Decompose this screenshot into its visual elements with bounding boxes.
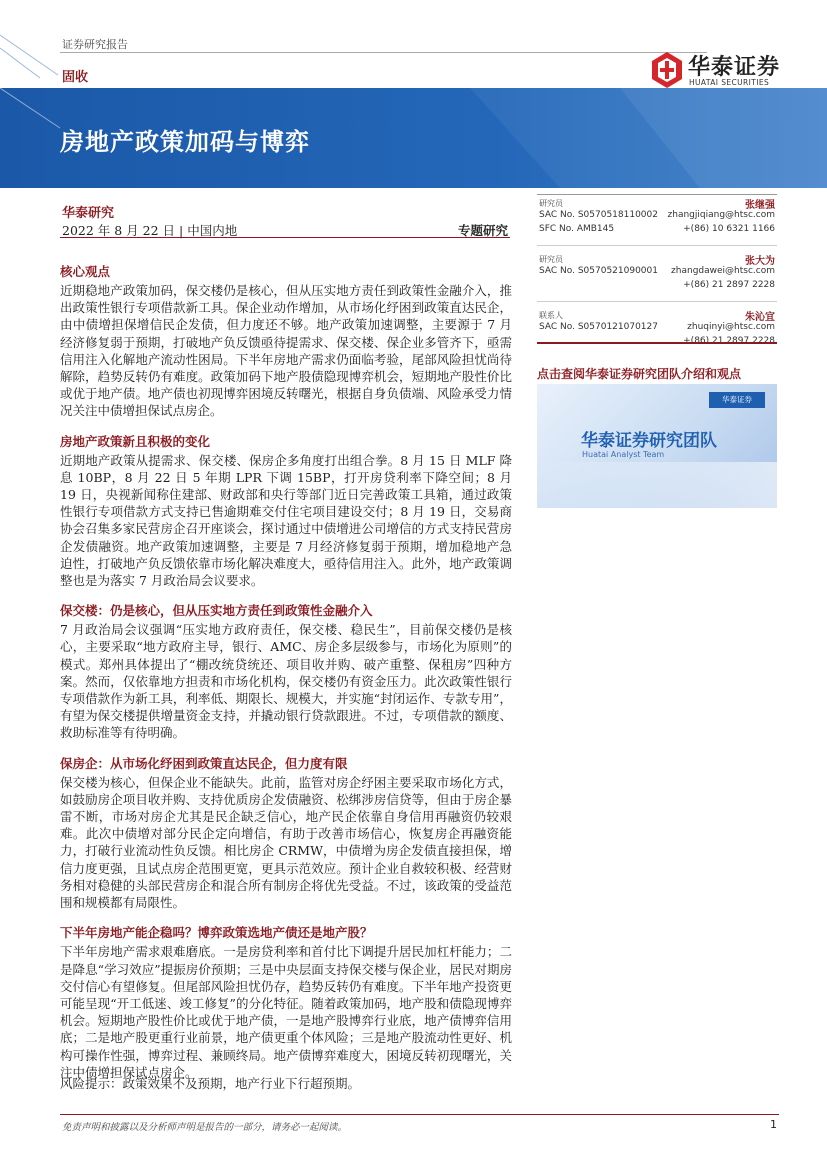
analyst-role: 联系人 (539, 311, 563, 320)
analyst-divider (537, 245, 777, 246)
section-body: 保交楼为核心，但保企业不能缺失。此前，监管对房企纾困主要采取市场化方式，如鼓励房企项目收并购、支持优质房企发债融资、松绑涉房信贷等，但由于房企暴雷不断，市场对房企尤其是民企缺乏信心，地产民企依靠自身信用再融资仍较艰难。此次中债增对部分民企定向增信，有助于改善市场信心，恢复房企再融资能力，打破行业流动性负反馈。相比房企 CRMW，中债增为房企发债直接担保，增信力度更强，且试点房企范围更宽，更具示范效应。预计企业自救较积极、经营财务相对稳健的头部民营房企和混合所有制房企将优先受益。不过，该政策的受益范围和规模都有局限性。 (60, 774, 512, 911)
analyst-email[interactable]: zhuqinyi@htsc.com (687, 322, 775, 332)
analyst-phone: +(86) 10 6321 1166 (683, 224, 775, 234)
section-policy-changes (60, 432, 512, 590)
analyst-card (537, 308, 777, 364)
report-type: 专题研究 (457, 223, 508, 238)
category-label: 固收 (62, 70, 89, 85)
analyst-sac: SAC No. S0570121070127 (539, 322, 658, 332)
team-intro-link[interactable]: 点击查阅华泰证券研究团队介绍和观点 (537, 367, 742, 381)
analyst-email[interactable]: zhangdawei@htsc.com (671, 266, 775, 276)
analyst-card (537, 196, 777, 252)
risk-warning: 风险提示：政策效果不及预期，地产行业下行超预期。 (60, 1076, 361, 1091)
section-core-view (60, 262, 512, 420)
analyst-sfc: SFC No. AMB145 (539, 224, 615, 234)
analyst-name: 张大为 (745, 256, 775, 267)
analysts-top-rule (537, 194, 777, 195)
main-content (60, 262, 512, 1093)
section-body: 近期地产政策从提需求、保交楼、保房企多角度打出组合拳。8 月 15 日 MLF 降息 10BP，8 月 22 日 5 年期 LPR 下调 15BP，打开房贷利率下降空间；8 月 19 日，央视新闻称住建部、财政部和央行等部门近日完善政策工具箱，通过政策性银行专项借款方式支持已售逾期难交付住宅项目建设交付；8 月 19 日，交易商协会召集多家民营房企召开座谈会，探讨通过中债增进公司增信的方式支持民营房企发债融资。地产政策加速调整，主要是 7 月经济修复弱于预期，增加稳地产急迫性，打破地产负反馈依靠市场化解决难度大，亟待信用注入。此外，地产政策调整也是为落实 7 月政治局会议要求。 (60, 452, 512, 589)
logo-text-cn: 华泰证券 (688, 55, 781, 80)
analyst-team-banner[interactable] (537, 384, 777, 508)
section-body: 7 月政治局会议强调“压实地方政府责任，保交楼、稳民生”，目前保交楼仍是核心，主要采取“地方政府主导，银行、AMC、房企多层级参与，市场化为原则”的模式。郑州具体提出了“棚改统贷统还、项目收并购、破产重整、保租房”四种方案。然而，仅依靠地方担责和市场化机构，保交楼仍有资金压力。此次政策性银行专项借款作为新工具，利率低、期限长、规模大，并实施“封闭运作、专款专用”，有望为保交楼提供增量资金支持，并撬动银行贷款跟进。不过，专项借款的额度、救助标准等有待明确。 (60, 622, 512, 741)
disclaimer-note: 免责声明和披露以及分析师声明是报告的一部分，请务必一起阅读。 (62, 1122, 348, 1133)
section-title: 房地产政策新且积极的变化 (60, 433, 211, 449)
section-title: 核心观点 (60, 264, 111, 279)
section-guarantee-delivery (60, 601, 512, 741)
section-outlook (60, 923, 512, 1081)
section-body: 近期稳地产政策加码，保交楼仍是核心，但从压实地方责任到政策性金融介入，推出政策性银行专项借款新工具。保企业动作增加，从市场化纾困到政策直达民企，由中债增担保增信民企发债，但力度还不够。地产政策加速调整，主要源于 7 月经济修复弱于预期，打破地产负反馈亟待提需求、保交楼、保企业多管齐下，亟需信用注入化解地产流动性困局。下半年房地产需求仍面临考验，尾部风险担忧尚待解除，趋势反转仍有难度。政策加码下地产股债隐现博弈机会，短期地产股性价比或优于地产债。地产债也初现博弈困境反转曙光，根据自身负债端、风险承受力情况关注中债增担保试点房企。 (60, 283, 512, 419)
banner-badge: 华泰证券 (709, 392, 765, 408)
analysts-bottom-rule (537, 342, 777, 344)
footer-divider (60, 1114, 779, 1115)
analyst-name: 朱沁宜 (745, 312, 775, 323)
analyst-divider (537, 301, 777, 302)
report-type-label: 证券研究报告 (62, 38, 128, 51)
logo-text-en: HUATAI SECURITIES (689, 78, 770, 87)
analyst-sac: SAC No. S0570518110002 (539, 210, 658, 220)
header-divider (60, 52, 707, 53)
section-body: 下半年房地产需求艰难磨底。一是房贷利率和首付比下调提升居民加杠杆能力；二是降息“学习效应”提振房价预期；三是中央层面支持保交楼与保企业，居民对期房交付信心有望修复。但尾部风险担忧仍存，趋势反转仍有难度。下半年地产投资更可能呈现“开工低迷、竣工修复”的分化特征。随着政策加码，地产股和债隐现博弈机会。短期地产股性价比或优于地产债，一是地产股博弈行业底，地产债博弈信用底；二是地产股更重行业前景，地产债更重个体风险；三是地产股流动性更好、机构可操作性强，博弈过程、兼顾终局。地产债博弈难度大，困境反转初现曙光，关注中债增担保试点房企。 (60, 944, 512, 1080)
banner-stripe (537, 462, 777, 508)
analyst-role: 研究员 (539, 255, 563, 264)
report-source: 华泰研究 (62, 206, 115, 221)
analyst-panel (537, 196, 777, 364)
section-title: 保房企：从市场化纾困到政策直达民企，但力度有限 (60, 755, 348, 771)
section-title: 保交楼：仍是核心，但从压实地方责任到政策性金融介入 (60, 603, 373, 619)
report-date: 2022 年 8 月 22 日 | 中国内地 (62, 223, 238, 238)
banner-subtitle: Huatai Analyst Team (582, 450, 665, 459)
analyst-role: 研究员 (539, 199, 563, 208)
analyst-sac: SAC No. S0570521090001 (539, 266, 658, 276)
analyst-phone: +(86) 21 2897 2228 (683, 280, 775, 290)
page-number: 1 (770, 1118, 777, 1131)
analyst-email[interactable]: zhangjiqiang@htsc.com (667, 210, 775, 220)
analyst-card (537, 252, 777, 308)
analyst-phone: +(86) 21 2897 2228 (683, 336, 775, 346)
section-title: 下半年房地产能企稳吗？博弈政策选地产债还是地产股？ (60, 925, 373, 941)
analyst-name: 张继强 (745, 200, 775, 211)
huatai-logo (652, 50, 792, 90)
banner-title: 华泰证券研究团队 (581, 431, 717, 451)
report-meta-bar (60, 218, 510, 238)
page-title: 房地产政策加码与博弈 (60, 128, 310, 156)
section-support-developers (60, 754, 512, 912)
logo-mark-icon (652, 52, 682, 88)
